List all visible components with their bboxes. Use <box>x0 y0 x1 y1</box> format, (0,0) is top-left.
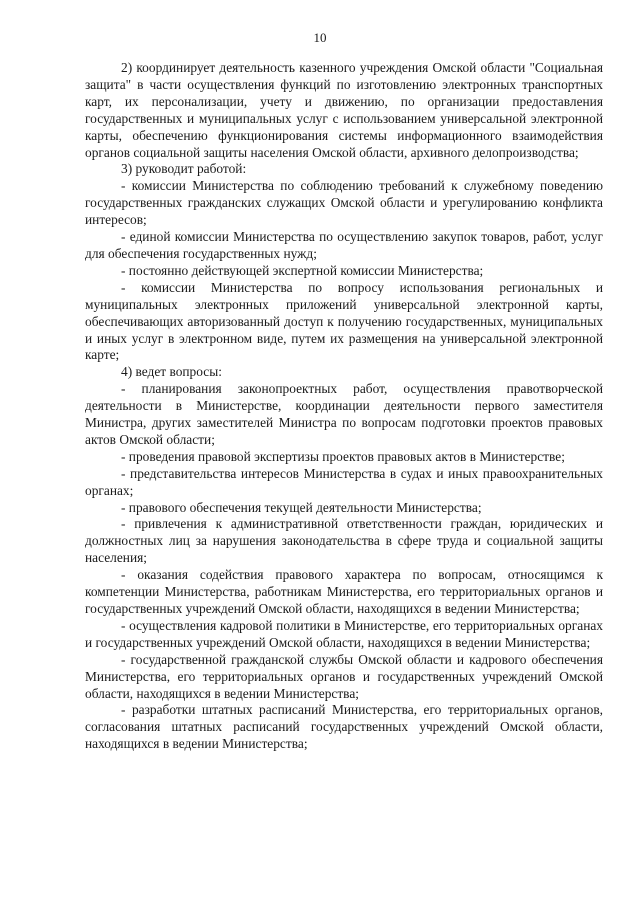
page-number: 10 <box>313 30 327 45</box>
list-item: - разработки штатных расписаний Министерства, его территориальных органов, согласования штатных расписаний государственных учреждений Омской области, находящихся в ведении Министерства; <box>85 702 603 752</box>
paragraph-coordination: 2) координирует деятельность казенного учреждения Омской области "Социальная защита" в части осуществления функций по изготовлению электронных транспортных карт, их персонализации, учету и движению, по организации предоставления государственных и муниципальных услуг с использованием универсальной электронной карты, обеспечению функционирования системы информационного взаимодействия органов социальной защиты населения Омской области, архивного делопроизводства; <box>85 60 603 160</box>
list-item: - планирования законопроектных работ, осуществления правотворческой деятельности в Министерстве, координации деятельности первого заместителя Министра, других заместителей Министра по вопросам подготовки проектов правовых актов Омской области; <box>85 381 603 447</box>
body-text <box>85 60 603 753</box>
list-item: - проведения правовой экспертизы проектов правовых актов в Министерстве; <box>121 448 565 464</box>
list-item: - комиссии Министерства по соблюдению требований к служебному поведению государственных гражданских служащих Омской области и урегулированию конфликта интересов; <box>85 178 603 228</box>
list-item: - правового обеспечения текущей деятельности Министерства; <box>121 499 482 515</box>
list-item: - осуществления кадровой политики в Министерстве, его территориальных органах и государственных учреждений Омской области, находящихся в ведении Министерства; <box>85 617 603 650</box>
paragraph-manages-work-heading: 3) руководит работой: <box>121 161 247 177</box>
paragraph-handles-issues-heading: 4) ведет вопросы: <box>121 364 222 380</box>
list-item: - привлечения к административной ответственности граждан, юридических и должностных лиц за нарушения законодательства в сфере труда и социальной защиты населения; <box>85 516 603 566</box>
list-item: - единой комиссии Министерства по осуществлению закупок товаров, работ, услуг для обеспечения государственных нужд; <box>85 229 603 261</box>
list-item: - комиссии Министерства по вопросу использования региональных и муниципальных электронных приложений универсальной электронной карты, обеспечивающих авторизованный доступ к получению государственных, муниципальных и иных услуг в электронном виде, путем их размещения на универсальной электронной карте; <box>85 279 603 363</box>
list-item: - представительства интересов Министерства в судах и иных правоохранительных органах; <box>85 465 603 498</box>
list-item: - государственной гражданской службы Омской области и кадрового обеспечения Министерства, его территориальных органов и государственных учреждений Омской области, находящихся в ведении Министерства; <box>85 651 603 701</box>
list-item: - постоянно действующей экспертной комиссии Министерства; <box>121 262 484 278</box>
list-item: - оказания содействия правового характера по вопросам, относящимся к компетенции Министерства, работникам Министерства, его территориальных органов и государственных учреждений Омской области, находящихся в ведении Министерства; <box>85 567 603 616</box>
